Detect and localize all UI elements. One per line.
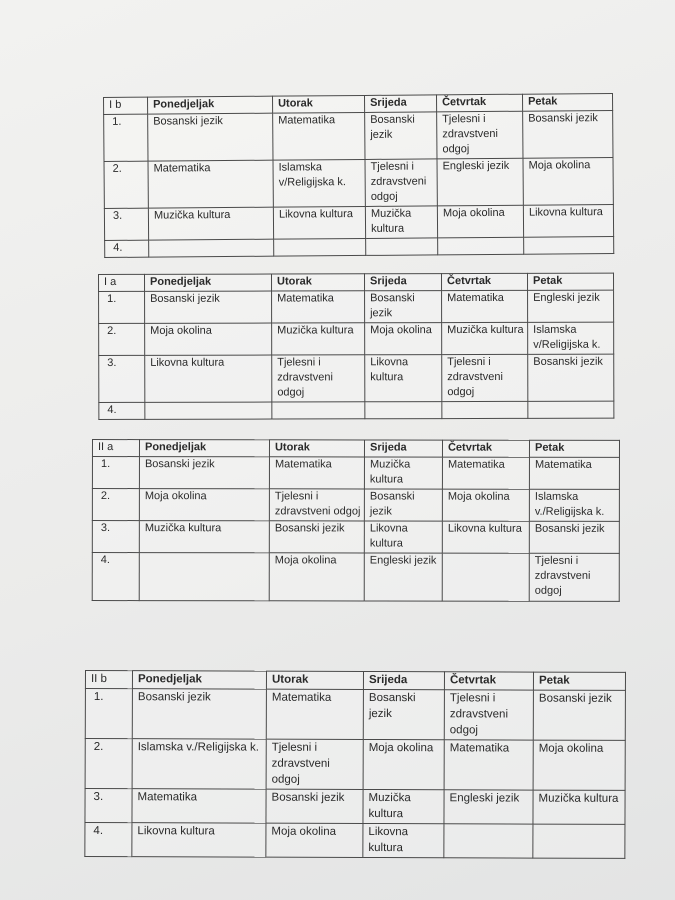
subject-cell: Moja okolina [139, 489, 269, 521]
subject-cell: Muzička kultura [364, 457, 442, 489]
period-number: 3. [104, 208, 148, 240]
period-number: 2. [104, 161, 148, 208]
subject-cell: Bosanski jezik [266, 789, 363, 823]
subject-cell: Bosanski jezik [139, 457, 269, 489]
header-row [99, 273, 614, 291]
subject-cell: Moja okolina [437, 205, 523, 238]
subject-cell: Moja okolina [269, 553, 364, 601]
subject-cell: Matematika [148, 160, 273, 208]
subject-cell [366, 238, 438, 256]
day-header: Srijeda [365, 274, 442, 291]
subject-cell [533, 824, 625, 858]
period-row [104, 204, 613, 240]
subject-cell [524, 236, 614, 254]
period-row [92, 457, 619, 490]
subject-cell: Bosanski jezik [365, 291, 442, 323]
class-label: I b [104, 97, 148, 114]
subject-cell: Matematika [442, 290, 528, 322]
day-header: Ponedjeljak [148, 96, 273, 114]
period-row [85, 689, 625, 741]
day-header: Petak [533, 672, 625, 690]
period-row [99, 322, 614, 355]
subject-cell: Engleski jezik [444, 790, 533, 824]
subject-cell: Islamska v/Religijska k. [273, 159, 365, 207]
subject-cell [272, 402, 365, 419]
period-row [92, 489, 619, 522]
subject-cell: Matematika [444, 740, 533, 790]
period-number: 4. [92, 553, 139, 601]
subject-cell: Likovna kultura [145, 355, 272, 402]
subject-cell: Islamska v./Religijska k. [132, 739, 266, 789]
subject-cell: Bosanski jezik [533, 690, 625, 740]
class-label: II b [85, 671, 132, 689]
period-row [85, 739, 625, 791]
subject-cell: Islamska v./Religijska k. [529, 489, 619, 521]
subject-cell: Moja okolina [533, 740, 625, 790]
period-row [99, 401, 614, 419]
subject-cell: Engleski jezik [528, 290, 614, 322]
day-header: Ponedjeljak [132, 671, 266, 689]
day-header: Petak [522, 93, 612, 111]
header-row [85, 671, 625, 691]
subject-cell: Bosanski jezik [132, 689, 266, 739]
subject-cell [442, 553, 529, 601]
period-row [105, 236, 614, 257]
subject-cell: Muzička kultura [442, 322, 528, 354]
subject-cell: Bosanski jezik [528, 354, 614, 401]
subject-cell: Bosanski jezik [145, 291, 272, 323]
subject-cell: Muzička kultura [533, 790, 625, 824]
period-number: 4. [105, 240, 149, 257]
subject-cell: Matematika [266, 689, 363, 739]
subject-cell: Tjelesni i zdravstveni odgoj [442, 354, 528, 401]
subject-cell [444, 824, 533, 858]
timetable-2b [84, 670, 626, 859]
subject-cell [145, 402, 272, 419]
period-row [99, 290, 614, 323]
subject-cell: Tjelesni i zdravstveni odgoj [437, 111, 523, 159]
subject-cell: Engleski jezik [364, 553, 442, 601]
timetable-1a [98, 273, 614, 420]
subject-cell [274, 238, 366, 256]
period-row [85, 823, 625, 859]
subject-cell: Moja okolina [145, 323, 272, 355]
period-number: 1. [92, 457, 139, 489]
day-header: Četvrtak [444, 672, 533, 690]
subject-cell: Bosanski jezik [148, 113, 273, 161]
subject-cell: Muzička kultura [365, 206, 437, 239]
day-header: Ponedjeljak [145, 274, 272, 291]
period-row [104, 110, 613, 161]
period-number: 1. [85, 689, 132, 739]
subject-cell: Bosanski jezik [523, 110, 613, 158]
day-header: Utorak [272, 274, 365, 291]
subject-cell: Moja okolina [363, 739, 444, 789]
day-header: Utorak [272, 95, 364, 113]
day-header: Četvrtak [436, 94, 522, 112]
subject-cell: Likovna kultura [273, 206, 365, 239]
subject-cell: Matematika [442, 457, 529, 489]
subject-cell: Likovna kultura [523, 204, 613, 237]
period-number: 1. [99, 291, 145, 323]
period-row [92, 521, 619, 554]
period-number: 3. [99, 355, 145, 402]
subject-cell: Bosanski jezik [364, 489, 442, 521]
header-row [92, 440, 619, 458]
subject-cell: Matematika [272, 291, 365, 323]
subject-cell: Muzička kultura [272, 323, 365, 355]
period-number: 4. [99, 402, 145, 419]
day-header: Ponedjeljak [139, 440, 269, 457]
subject-cell: Tjelesni i zdravstveni odgoj [365, 159, 437, 207]
subject-cell [365, 402, 442, 419]
period-number: 2. [92, 489, 139, 521]
day-header: Srijeda [363, 671, 444, 689]
subject-cell: Tjelesni i zdravstveni odgoj [444, 690, 533, 740]
subject-cell: Likovna kultura [364, 521, 442, 553]
subject-cell: Matematika [273, 112, 365, 160]
subject-cell: Likovna kultura [365, 355, 442, 402]
subject-cell: Muzička kultura [139, 521, 269, 553]
period-number: 4. [85, 823, 132, 857]
subject-cell: Matematika [132, 789, 266, 823]
subject-cell: Moja okolina [442, 489, 529, 521]
timetable-1b [103, 93, 614, 258]
subject-cell [528, 401, 614, 418]
subject-cell: Bosanski jezik [529, 521, 619, 553]
subject-cell: Tjelesni i zdravstveni odgoj [272, 355, 365, 402]
subject-cell: Tjelesni i zdravstveni odgoj [269, 489, 364, 521]
timetable-2a [92, 439, 620, 602]
day-header: Utorak [266, 671, 363, 689]
subject-cell [139, 553, 269, 601]
day-header: Petak [529, 440, 619, 457]
subject-cell: Matematika [269, 457, 364, 489]
subject-cell: Tjelesni i zdravstveni odgoj [529, 553, 619, 601]
period-number: 2. [99, 323, 145, 355]
subject-cell: Engleski jezik [437, 158, 523, 206]
subject-cell: Bosanski jezik [365, 112, 437, 160]
subject-cell: Muzička kultura [148, 207, 273, 240]
subject-cell: Moja okolina [266, 823, 363, 857]
class-label: II a [92, 440, 139, 457]
subject-cell: Tjelesni i zdravstveni odgoj [266, 739, 363, 789]
subject-cell: Likovna kultura [363, 823, 444, 857]
day-header: Srijeda [364, 440, 442, 457]
subject-cell: Bosanski jezik [363, 689, 444, 739]
subject-cell: Matematika [529, 457, 619, 489]
subject-cell [149, 239, 274, 257]
period-number: 2. [85, 739, 132, 789]
subject-cell: Likovna kultura [132, 823, 266, 857]
day-header: Četvrtak [442, 273, 528, 290]
class-label: I a [99, 274, 145, 291]
period-number: 3. [92, 521, 139, 553]
day-header: Srijeda [364, 95, 436, 113]
subject-cell: Moja okolina [365, 323, 442, 355]
period-row [104, 157, 613, 208]
period-row [85, 789, 625, 825]
period-number: 1. [104, 114, 148, 161]
period-row [99, 354, 614, 402]
subject-cell: Bosanski jezik [269, 521, 364, 553]
subject-cell [442, 401, 528, 418]
subject-cell [438, 237, 524, 255]
day-header: Petak [527, 273, 613, 290]
day-header: Utorak [269, 440, 364, 457]
day-header: Četvrtak [442, 440, 529, 457]
subject-cell: Moja okolina [523, 157, 613, 205]
period-number: 3. [85, 789, 132, 823]
period-row [92, 553, 619, 602]
subject-cell: Likovna kultura [442, 521, 529, 553]
subject-cell: Muzička kultura [363, 789, 444, 823]
subject-cell: Islamska v/Religijska k. [528, 322, 614, 354]
